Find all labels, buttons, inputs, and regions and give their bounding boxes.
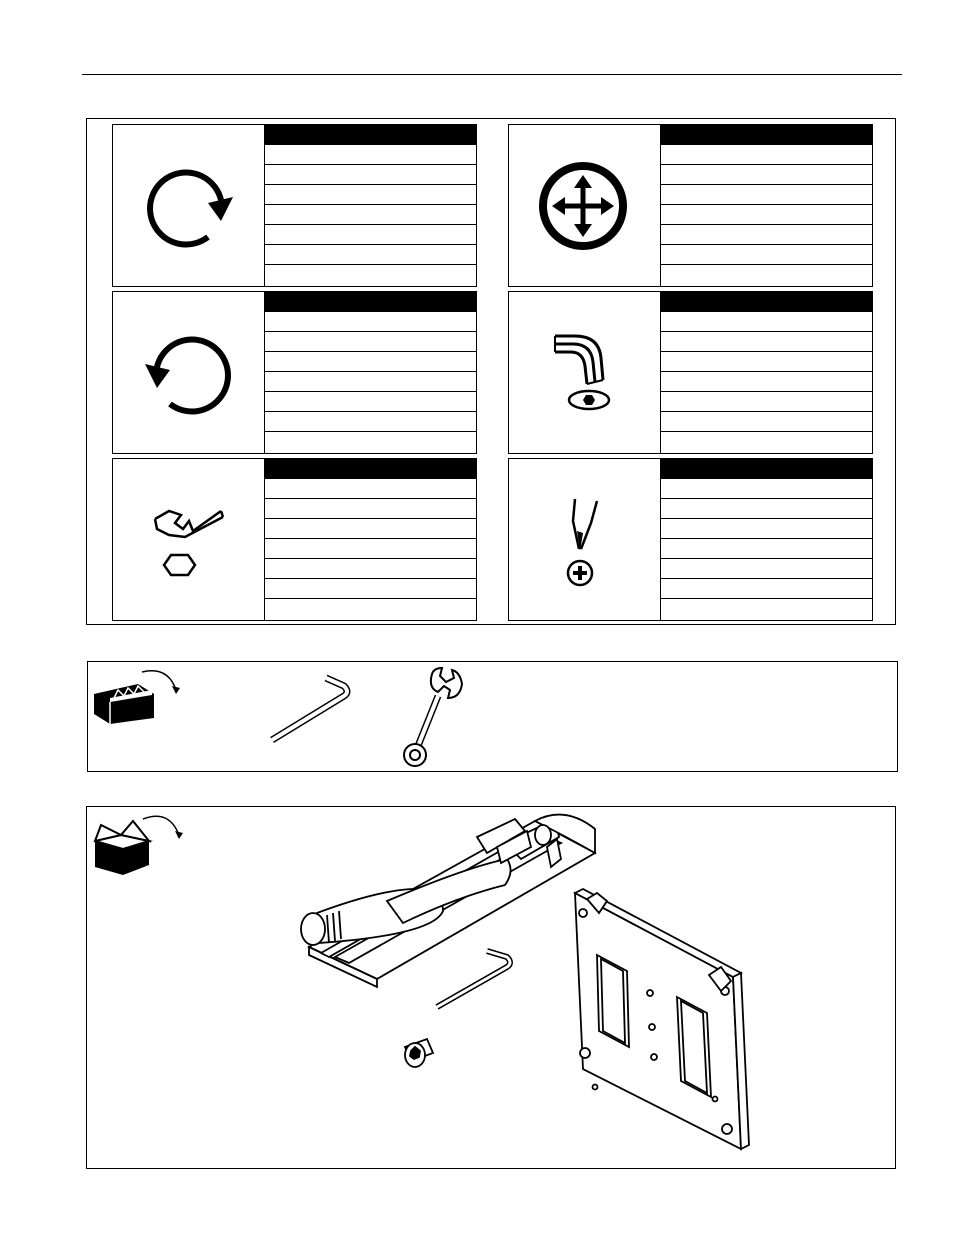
- legend-icon-area: [113, 459, 265, 620]
- hex-key-icon: [272, 678, 347, 740]
- rotate-clockwise-icon: [113, 125, 265, 286]
- legend-cell-move: [508, 124, 873, 287]
- legend-table: [661, 459, 872, 620]
- legend-table-row: [661, 245, 872, 265]
- legend-table-row: [265, 165, 476, 185]
- legend-cell-hex-key: [508, 291, 873, 454]
- legend-table-row: [661, 432, 872, 452]
- open-end-wrench-icon: [113, 459, 265, 620]
- phillips-screwdriver-icon: [509, 459, 661, 620]
- legend-table-row: [661, 145, 872, 165]
- legend-table-header: [265, 292, 476, 312]
- legend-table-row: [661, 205, 872, 225]
- button-head-screw-icon: [405, 1039, 433, 1067]
- legend-table-row: [265, 432, 476, 452]
- legend-table-row: [661, 412, 872, 432]
- rotate-counterclockwise-icon: [113, 292, 265, 453]
- parts-illustrations: [87, 807, 895, 1168]
- legend-table-row: [661, 225, 872, 245]
- legend-table-row: [265, 145, 476, 165]
- legend-cell-counterclockwise: [112, 291, 477, 454]
- legend-table: [661, 125, 872, 286]
- legend-table-header: [265, 125, 476, 145]
- legend-table: [265, 125, 476, 286]
- wall-plate-illustration: [575, 889, 749, 1149]
- legend-table-row: [661, 499, 872, 519]
- toolbox-icon: [94, 671, 180, 724]
- open-box-icon: [95, 816, 183, 875]
- legend-table-row: [265, 185, 476, 205]
- hex-key-icon: [437, 951, 510, 1007]
- legend-table-row: [661, 332, 872, 352]
- header-rule: [82, 74, 902, 75]
- legend-table-row: [265, 265, 476, 285]
- legend-table-row: [265, 599, 476, 619]
- legend-cell-clockwise: [112, 124, 477, 287]
- parts-section: [86, 806, 896, 1169]
- legend-icon-area: [509, 459, 661, 620]
- legend-icon-area: [113, 125, 265, 286]
- legend-table-row: [661, 352, 872, 372]
- legend-section: [86, 118, 896, 625]
- legend-table-row: [661, 185, 872, 205]
- legend-table-row: [265, 499, 476, 519]
- legend-table: [265, 459, 476, 620]
- legend-table-header: [265, 459, 476, 479]
- legend-table-row: [661, 392, 872, 412]
- legend-icon-area: [509, 125, 661, 286]
- legend-table-row: [265, 579, 476, 599]
- legend-table-row: [265, 332, 476, 352]
- legend-table-row: [265, 479, 476, 499]
- hex-key-icon: [509, 292, 661, 453]
- legend-table-header: [661, 125, 872, 145]
- legend-table-row: [265, 559, 476, 579]
- legend-table-row: [265, 539, 476, 559]
- move-arrows-icon: [509, 125, 661, 286]
- legend-icon-area: [509, 292, 661, 453]
- legend-table-row: [265, 412, 476, 432]
- legend-table-row: [265, 392, 476, 412]
- legend-table-row: [661, 312, 872, 332]
- legend-table-row: [661, 479, 872, 499]
- legend-table-row: [265, 312, 476, 332]
- legend-table: [661, 292, 872, 453]
- legend-icon-area: [113, 292, 265, 453]
- legend-table-row: [265, 519, 476, 539]
- legend-table-row: [661, 265, 872, 285]
- extension-arm-illustration: [301, 815, 595, 987]
- legend-cell-screwdriver: [508, 458, 873, 621]
- legend-table-row: [661, 559, 872, 579]
- legend-table-row: [661, 165, 872, 185]
- legend-table-row: [265, 225, 476, 245]
- legend-table-row: [265, 205, 476, 225]
- tools-required-section: [87, 661, 898, 772]
- tools-illustrations: [88, 662, 897, 771]
- legend-table-row: [661, 519, 872, 539]
- legend-table-header: [661, 292, 872, 312]
- legend-table-row: [661, 372, 872, 392]
- legend-table-row: [265, 245, 476, 265]
- legend-table-header: [661, 459, 872, 479]
- legend-table-row: [661, 539, 872, 559]
- legend-table: [265, 292, 476, 453]
- legend-table-row: [265, 372, 476, 392]
- legend-table-row: [265, 352, 476, 372]
- legend-cell-wrench: [112, 458, 477, 621]
- legend-table-row: [661, 599, 872, 619]
- combination-wrench-icon: [404, 668, 462, 766]
- legend-table-row: [661, 579, 872, 599]
